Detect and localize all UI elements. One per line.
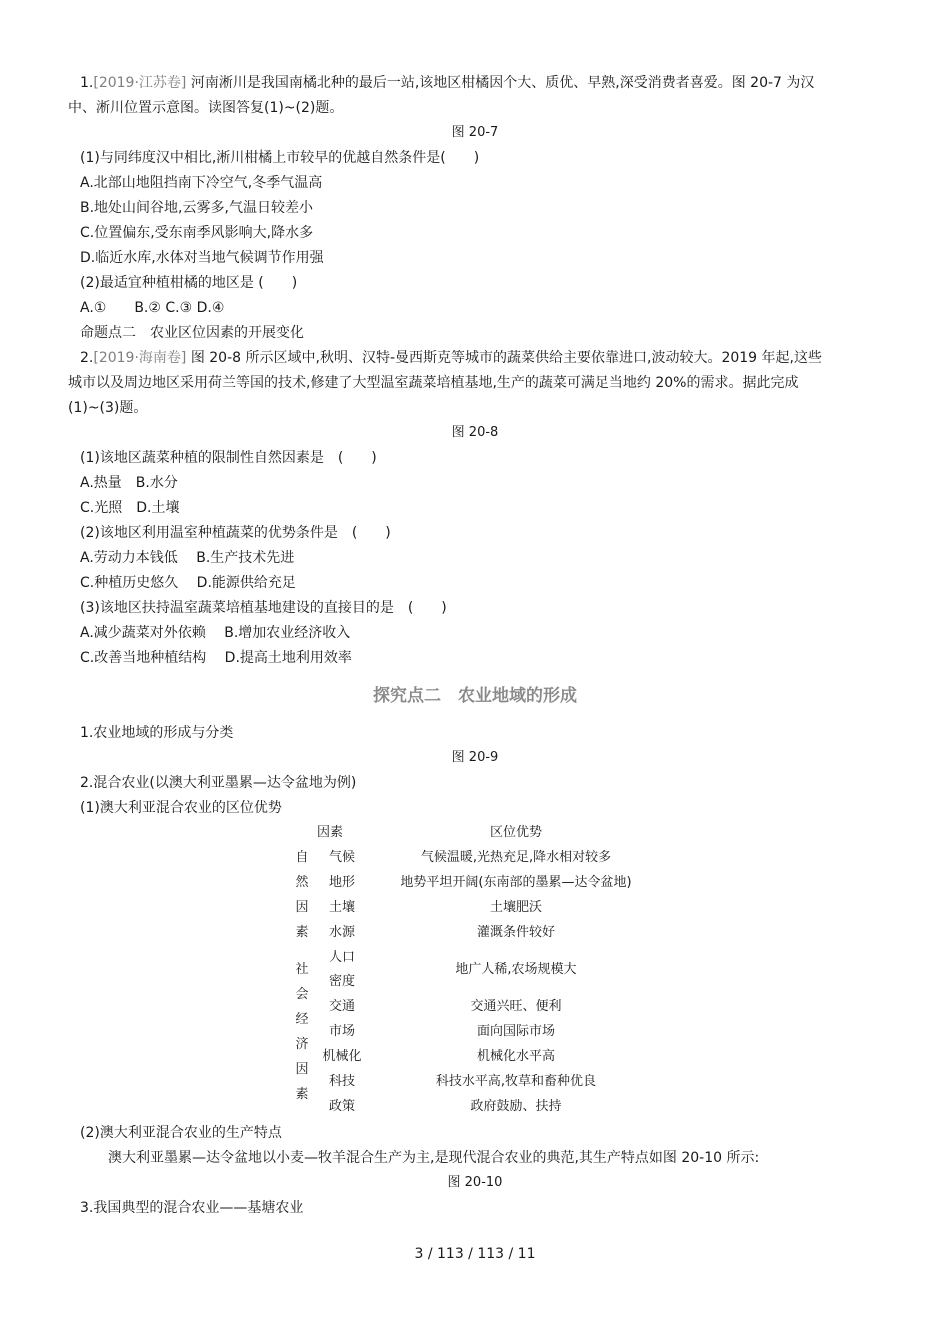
q1-sub1: (1)与同纬度汉中相比,淅川柑橘上市较早的优越自然条件是( ): [80, 150, 480, 166]
q2-stem-line3: (1)~(3)题。: [68, 400, 148, 416]
table-advantage: 面向国际市场: [476, 1024, 555, 1039]
q1-sub1-option: D.临近水库,水体对当地气候调节作用强: [80, 250, 324, 266]
q2-sub1-options: A.热量 B.水分: [80, 475, 178, 491]
table-advantage: 科技水平高,牧草和畜种优良: [435, 1074, 597, 1089]
table-advantage: 灌溉条件较好: [476, 925, 555, 940]
q2-sub1: (1)该地区蔬菜种植的限制性自然因素是 ( ): [80, 450, 377, 466]
q2-stem-line2: 城市以及周边地区采用荷兰等国的技术,修建了大型温室蔬菜培植基地,生产的蔬菜可满足当地约 20%的需求。据此完成: [68, 375, 799, 391]
table-factor: 交通: [328, 999, 355, 1014]
q1-sub1-option: B.地处山间谷地,云雾多,气温日较差小: [80, 200, 313, 216]
q1-sub2-options: A.① B.② C.③ D.④: [80, 300, 225, 316]
q2-sub2-options: A.劳动力本钱低 B.生产技术先进: [80, 550, 295, 566]
table-factor: 水源: [328, 925, 355, 940]
section-title: 探究点二 农业地域的形成: [373, 686, 577, 706]
part2-sub1: (1)澳大利亚混合农业的区位优势: [80, 800, 282, 816]
group-label-social: 素: [295, 1087, 309, 1102]
part1-heading: 1.农业地域的形成与分类: [80, 725, 234, 741]
q1-stem-line1: 1.[2019·江苏卷] 河南淅川是我国南橘北种的最后一站,该地区柑橘因个大、质优、早熟,深受消费者喜爱。图 20-7 为汉: [80, 75, 815, 91]
q2-sub3: (3)该地区扶持温室蔬菜培植基地建设的直接目的是 ( ): [80, 600, 447, 616]
group-label-social: 因: [295, 1062, 309, 1077]
table-advantage: 土壤肥沃: [489, 900, 542, 915]
table-advantage: 地势平坦开阔(东南部的墨累—达令盆地): [400, 875, 632, 890]
q2-sub2-options: C.种植历史悠久 D.能源供给充足: [80, 575, 296, 591]
table-factor: 地形: [328, 875, 355, 890]
figure-caption-20-10: 图 20-10: [447, 1175, 503, 1190]
table-advantage: 地广人稀,农场规模大: [455, 962, 577, 977]
group-label-natural: 自: [295, 850, 309, 865]
q2-sub1-options: C.光照 D.土壤: [80, 500, 180, 516]
table-factor: 密度: [328, 974, 355, 989]
table-factor: 人口: [328, 950, 355, 965]
group-label-social: 济: [295, 1037, 309, 1052]
part2-heading: 2.混合农业(以澳大利亚墨累—达令盆地为例): [80, 775, 357, 791]
group-label-social: 社: [295, 962, 309, 977]
part3-heading: 3.我国典型的混合农业——基塘农业: [80, 1200, 304, 1216]
topic-heading: 命题点二 农业区位因素的开展变化: [80, 325, 304, 341]
q2-sub2: (2)该地区利用温室种植蔬菜的优势条件是 ( ): [80, 525, 391, 541]
q2-sub3-options: A.减少蔬菜对外依赖 B.增加农业经济收入: [80, 625, 351, 641]
q2-sub3-options: C.改善当地种植结构 D.提高土地利用效率: [80, 650, 352, 666]
table-factor: 政策: [328, 1099, 355, 1114]
table-factor: 土壤: [328, 900, 355, 915]
table-header-advantage: 区位优势: [489, 825, 542, 840]
table-factor: 市场: [328, 1024, 355, 1039]
table-factor: 机械化: [322, 1049, 362, 1064]
q2-stem-line1: 2.[2019·海南卷] 图 20-8 所示区域中,秋明、汉特-曼西斯克等城市的蔬菜供给主要依靠进口,波动较大。2019 年起,这些: [80, 350, 822, 366]
table-advantage: 机械化水平高: [476, 1049, 555, 1064]
q1-stem-line2: 中、淅川位置示意图。读图答复(1)~(2)题。: [68, 100, 344, 116]
table-advantage: 气候温暖,光热充足,降水相对较多: [420, 850, 612, 865]
figure-caption-20-9: 图 20-9: [451, 750, 499, 765]
table-header-factor: 因素: [316, 825, 343, 840]
figure-caption-20-7: 图 20-7: [451, 125, 499, 140]
figure-caption-20-8: 图 20-8: [451, 425, 499, 440]
group-label-social: 经: [295, 1012, 309, 1027]
part2-sub2-text: 澳大利亚墨累—达令盆地以小麦—牧羊混合生产为主,是现代混合农业的典范,其生产特点如图 20-10 所示:: [108, 1150, 760, 1166]
q1-sub1-option: C.位置偏东,受东南季风影响大,降水多: [80, 225, 314, 241]
page-footer: 3 / 113 / 113 / 11: [414, 1246, 536, 1262]
q1-source: [2019·江苏卷]: [93, 75, 187, 91]
group-label-natural: 因: [295, 900, 309, 915]
table-advantage: 政府鼓励、扶持: [470, 1099, 562, 1114]
q1-sub1-option: A.北部山地阻挡南下冷空气,冬季气温高: [80, 175, 323, 191]
q2-source: [2019·海南卷]: [93, 350, 187, 366]
table-factor: 科技: [328, 1074, 355, 1089]
part2-sub2: (2)澳大利亚混合农业的生产特点: [80, 1125, 282, 1141]
group-label-natural: 素: [295, 925, 309, 940]
group-label-natural: 然: [295, 875, 309, 890]
q1-sub2: (2)最适宜种植柑橘的地区是 ( ): [80, 275, 298, 291]
table-factor: 气候: [328, 850, 355, 865]
table-advantage: 交通兴旺、便利: [470, 999, 562, 1014]
group-label-social: 会: [295, 987, 309, 1002]
